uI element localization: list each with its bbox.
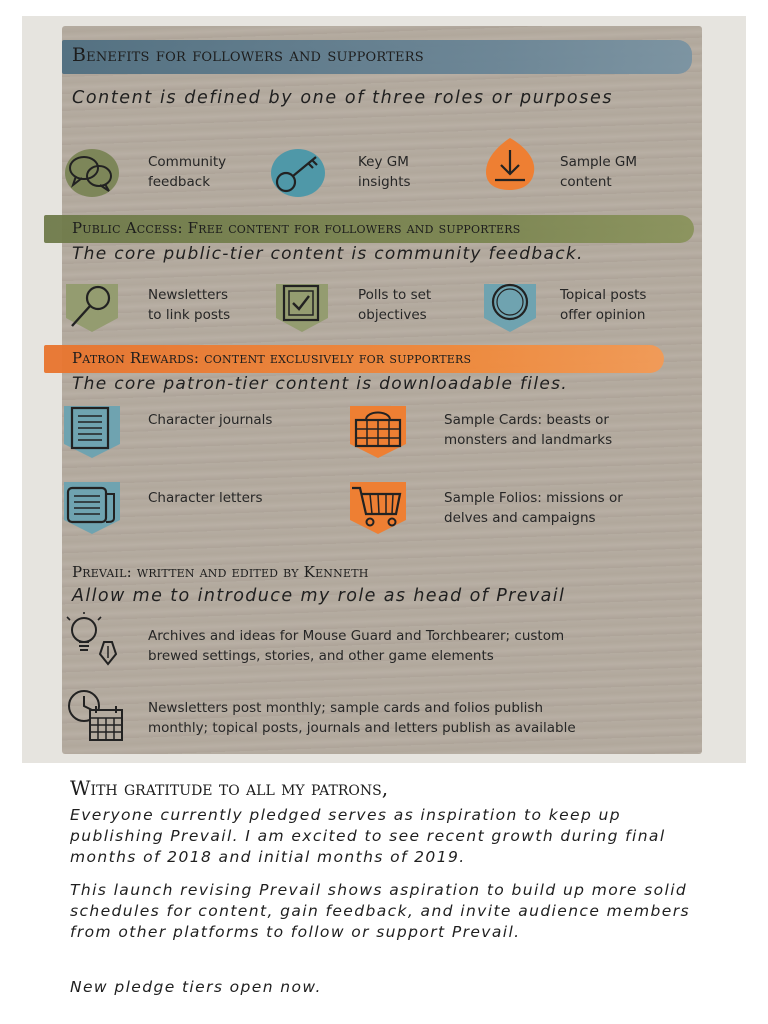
public-label-polls: Polls to set objectives (358, 287, 432, 323)
patron-label-letters: Character letters (148, 490, 263, 506)
role-label-key: Key GM insights (358, 154, 411, 190)
download-icon (480, 136, 540, 192)
checkbox-icon (272, 278, 332, 334)
clock-calendar-icon (64, 688, 124, 744)
compass-icon (480, 278, 540, 334)
newspaper-icon (62, 478, 122, 534)
gratitude-paragraph-3: New pledge tiers open now. (70, 978, 322, 996)
role-label-community: Community feedback (148, 154, 227, 190)
benefits-subtitle: Content is defined by one of three roles or purposes (72, 88, 614, 108)
patron-label-journals: Character journals (148, 412, 273, 428)
gratitude-heading: With gratitude to all my patrons, (70, 776, 389, 800)
key-icon (268, 145, 328, 201)
benefits-title: Benefits for followers and supporters (72, 44, 424, 66)
magnifier-icon (62, 278, 122, 334)
prevail-label-archives: Archives and ideas for Mouse Guard and Torchbearer; custom brewed settings, stories, and other game elements (148, 628, 565, 664)
gratitude-paragraph-1: Everyone currently pledged serves as inspiration to keep up publishing Prevail. I am excited to see recent growth during final months of 2018 and initial months of 2019. (70, 806, 666, 866)
prevail-label-schedule: Newsletters post monthly; sample cards and folios publish monthly; topical posts, journals and letters publish as available (148, 700, 576, 736)
public-subtitle: The core public-tier content is community feedback. (72, 244, 584, 264)
patron-label-cards: Sample Cards: beasts or monsters and landmarks (444, 412, 613, 448)
basket-icon (348, 402, 408, 458)
public-label-topical: Topical posts offer opinion (560, 287, 647, 323)
patron-subtitle: The core patron-tier content is downloadable files. (72, 374, 568, 394)
lightbulb-pen-icon (64, 612, 124, 668)
journal-icon (62, 402, 122, 458)
cart-icon (348, 478, 408, 534)
prevail-subtitle: Allow me to introduce my role as head of Prevail (72, 586, 566, 606)
prevail-heading: Prevail: written and edited by Kenneth (72, 563, 369, 581)
gratitude-paragraph-2: This launch revising Prevail shows aspiration to build up more solid schedules for content, gain feedback, and invite audience members from other platforms to follow or support Prevail. (70, 881, 690, 941)
patron-heading: Patron Rewards: content exclusively for supporters (72, 349, 472, 367)
patron-label-folios: Sample Folios: missions or delves and campaigns (444, 490, 623, 526)
public-label-newsletters: Newsletters to link posts (148, 287, 231, 323)
public-heading: Public Access: Free content for followers and supporters (72, 219, 521, 237)
speech-bubbles-icon (62, 145, 122, 201)
role-label-sample: Sample GM content (560, 154, 638, 190)
